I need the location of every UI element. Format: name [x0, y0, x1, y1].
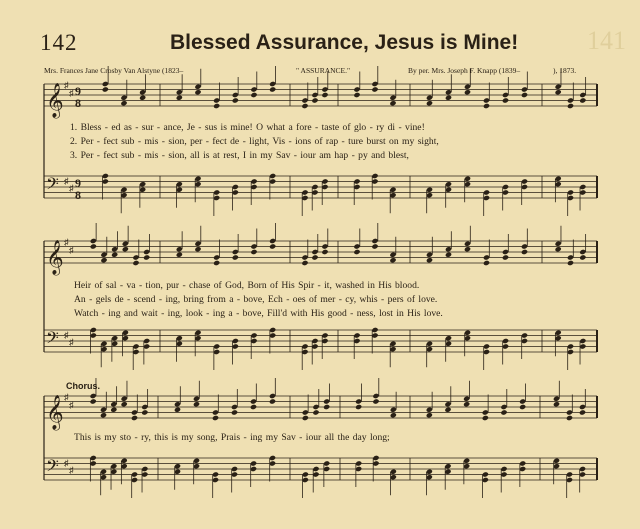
- note-head: [311, 97, 318, 103]
- author-credit: Mrs. Frances Jane Crosby Van Alstyne (1823–: [44, 66, 184, 75]
- note-head: [463, 401, 470, 407]
- note-head: [301, 260, 308, 266]
- sharp-icon: ♯: [69, 465, 74, 475]
- sharp-icon: ♯: [64, 176, 69, 186]
- note-head: [502, 254, 509, 260]
- verse-3-line-2: Watch - ing and wait - ing, look - ing a - bove, Fill'd with His good - ness, lost in His love.: [74, 308, 443, 319]
- note-head: [194, 89, 201, 95]
- composer-credit: By per. Mrs. Joseph F. Knapp (1839–: [408, 66, 521, 75]
- note-head: [390, 412, 397, 418]
- bass-clef-icon: 𝄢: [46, 327, 59, 352]
- treble-clef-icon: 𝄞: [46, 240, 64, 275]
- time-signature-denominator: 8: [75, 96, 81, 110]
- note-head: [500, 409, 507, 415]
- note-head: [521, 249, 528, 255]
- sharp-icon: ♯: [64, 458, 69, 468]
- note-head: [232, 254, 239, 260]
- note-head: [555, 246, 562, 252]
- note-head: [555, 89, 562, 95]
- note-head: [371, 86, 378, 92]
- note-head: [579, 254, 586, 260]
- note-head: [355, 404, 362, 410]
- note-head: [553, 401, 560, 407]
- note-head: [567, 103, 574, 109]
- note-head: [321, 92, 328, 98]
- note-head: [193, 401, 200, 407]
- note-head: [269, 243, 276, 249]
- note-head: [519, 404, 526, 410]
- note-head: [426, 412, 433, 418]
- note-head: [445, 95, 452, 101]
- note-head: [90, 398, 97, 404]
- sharp-icon: ♯: [69, 337, 74, 347]
- note-head: [176, 252, 183, 258]
- sharp-icon: ♯: [69, 88, 74, 98]
- note-head: [371, 243, 378, 249]
- verse-1-line-2: Heir of sal - va - tion, pur - chase of God, Born of His Spir - it, washed in His blood.: [74, 280, 420, 291]
- note-head: [212, 415, 219, 421]
- treble-clef-icon: 𝄞: [46, 395, 64, 430]
- note-head: [372, 398, 379, 404]
- note-head: [389, 257, 396, 263]
- note-head: [464, 246, 471, 252]
- note-head: [321, 249, 328, 255]
- note-head: [90, 243, 97, 249]
- note-head: [464, 89, 471, 95]
- copyright-year: ), 1873.: [553, 66, 577, 75]
- time-signature-numerator: 9: [75, 84, 81, 98]
- note-head: [141, 409, 148, 415]
- verse-1-line-1: 1. Bless - ed as - sur - ance, Je - sus is mine! O what a fore - taste of glo - ry di - vine!: [70, 122, 425, 133]
- note-head: [132, 260, 139, 266]
- hymn-title: Blessed Assurance, Jesus is Mine!: [170, 31, 519, 54]
- bass-clef-icon: 𝄢: [46, 455, 59, 480]
- note-head: [110, 407, 117, 413]
- note-head: [426, 257, 433, 263]
- note-head: [120, 100, 127, 106]
- note-head: [111, 252, 118, 258]
- note-head: [567, 260, 574, 266]
- note-head: [176, 95, 183, 101]
- tune-name: " ASSURANCE.": [296, 66, 351, 75]
- note-head: [566, 415, 573, 421]
- note-head: [353, 249, 360, 255]
- note-head: [143, 254, 150, 260]
- note-head: [444, 407, 451, 413]
- verse-2-line-2: An - gels de - scend - ing, bring from a - bove, Ech - oes of mer - cy, whis - pers of love.: [74, 294, 438, 305]
- chorus-lyric-line: This is my sto - ry, this is my song, Prais - ing my Sav - iour all the day long;: [74, 432, 390, 443]
- note-head: [269, 86, 276, 92]
- note-head: [323, 404, 330, 410]
- note-head: [482, 415, 489, 421]
- bass-clef-icon: 𝄢: [46, 173, 59, 198]
- note-head: [122, 246, 129, 252]
- note-head: [213, 103, 220, 109]
- note-head: [483, 260, 490, 266]
- chorus-label: Chorus.: [66, 381, 101, 391]
- note-head: [174, 407, 181, 413]
- page-corner-number: 141: [587, 26, 626, 55]
- note-head: [139, 95, 146, 101]
- note-head: [102, 86, 109, 92]
- note-head: [312, 409, 319, 415]
- note-head: [521, 92, 528, 98]
- note-head: [269, 398, 276, 404]
- note-head: [445, 252, 452, 258]
- note-head: [502, 97, 509, 103]
- sharp-icon: ♯: [69, 183, 74, 193]
- note-head: [250, 404, 257, 410]
- note-head: [250, 92, 257, 98]
- note-head: [194, 246, 201, 252]
- sharp-icon: ♯: [69, 245, 74, 255]
- note-head: [121, 401, 128, 407]
- note-head: [100, 412, 107, 418]
- sharp-icon: ♯: [64, 237, 69, 247]
- sharp-icon: ♯: [64, 330, 69, 340]
- note-head: [389, 100, 396, 106]
- note-head: [426, 100, 433, 106]
- time-signature-numerator: 9: [75, 176, 81, 190]
- verse-3-line-1: 3. Per - fect sub - mis - sion, all is at rest, I in my Sav - iour am hap - py and blest,: [70, 150, 409, 161]
- note-head: [579, 97, 586, 103]
- note-head: [302, 415, 309, 421]
- sharp-icon: ♯: [64, 80, 69, 90]
- note-head: [231, 409, 238, 415]
- note-head: [213, 260, 220, 266]
- note-head: [131, 415, 138, 421]
- sharp-icon: ♯: [64, 392, 69, 402]
- treble-clef-icon: 𝄞: [46, 83, 64, 118]
- time-signature-denominator: 8: [75, 188, 81, 202]
- note-head: [483, 103, 490, 109]
- note-head: [301, 103, 308, 109]
- note-head: [232, 97, 239, 103]
- hymn-number: 142: [40, 30, 78, 55]
- verse-2-line-1: 2. Per - fect sub - mis - sion, per - fect de - light, Vis - ions of rap - ture burst on my sight,: [70, 136, 439, 147]
- note-head: [100, 257, 107, 263]
- sharp-icon: ♯: [69, 400, 74, 410]
- note-head: [311, 254, 318, 260]
- note-head: [250, 249, 257, 255]
- note-head: [579, 409, 586, 415]
- note-head: [353, 92, 360, 98]
